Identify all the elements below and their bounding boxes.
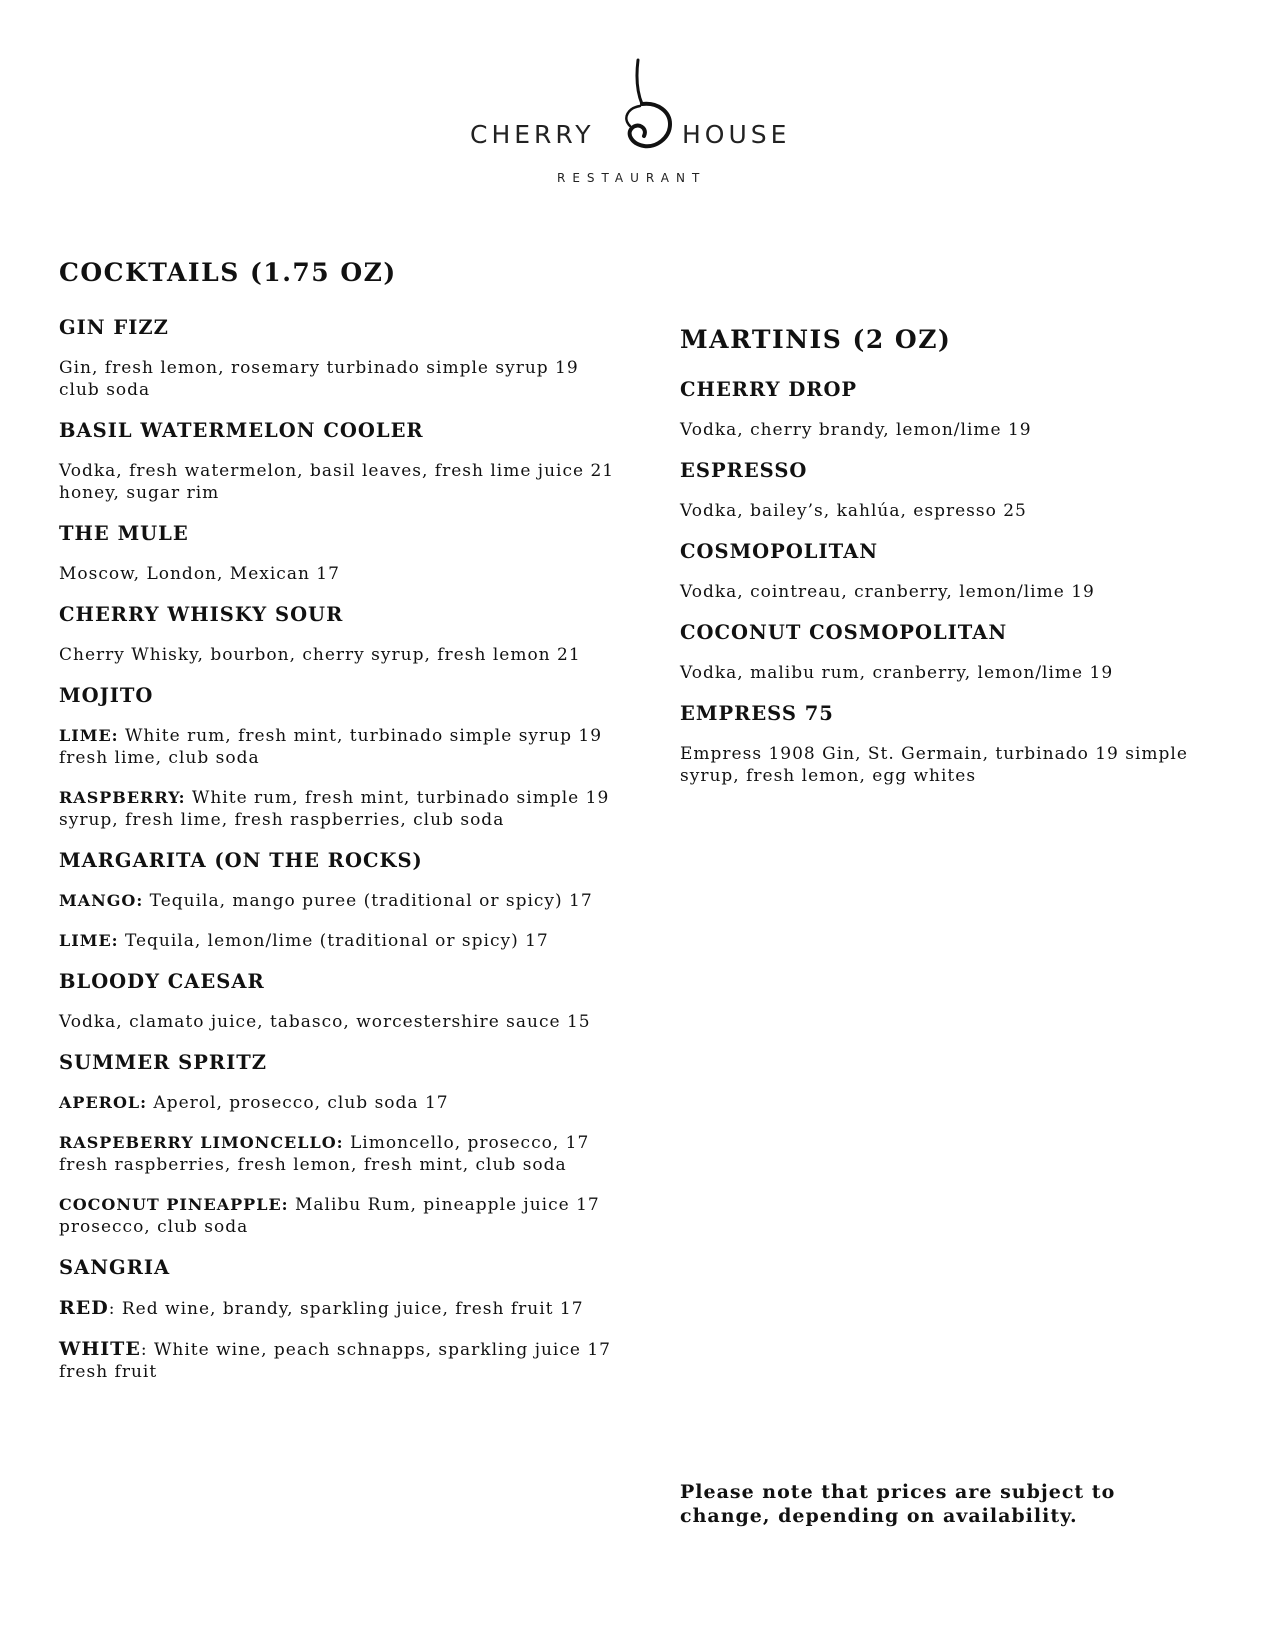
- drink-name: ESPRESSO: [680, 459, 808, 482]
- variant-label: COCONUT PINEAPPLE:: [59, 1195, 289, 1214]
- variant-label: RASPBERRY:: [59, 788, 186, 807]
- section-heading: MARTINIS (2 OZ): [680, 325, 952, 354]
- drink-variant: [59, 725, 619, 769]
- drink-variant: [59, 890, 619, 912]
- drink-variant: [59, 1338, 619, 1383]
- variant-description: Tequila, lemon/lime (traditional or spicy) 17: [118, 931, 549, 951]
- drink-description: Vodka, fresh watermelon, basil leaves, fresh lime juice 21 honey, sugar rim: [59, 461, 615, 503]
- variant-label: LIME:: [59, 726, 119, 745]
- drink-name: MOJITO: [59, 684, 154, 707]
- drink-name: BASIL WATERMELON COOLER: [59, 419, 424, 442]
- drink-variant: [59, 787, 619, 831]
- section-heading: COCKTAILS (1.75 OZ): [59, 258, 397, 287]
- variant-description: : White wine, peach schnapps, sparkling juice 17 fresh fruit: [59, 1340, 611, 1382]
- drink-variant: [59, 1092, 619, 1114]
- drink-name: COCONUT COSMOPOLITAN: [680, 621, 1008, 644]
- drink-name: CHERRY WHISKY SOUR: [59, 603, 344, 626]
- variant-description: Tequila, mango puree (traditional or spicy) 17: [143, 891, 593, 911]
- drink-name: BLOODY CAESAR: [59, 970, 265, 993]
- logo-subtitle: RESTAURANT: [557, 171, 707, 185]
- variant-label: LIME:: [59, 931, 119, 950]
- drink-description: Moscow, London, Mexican 17: [59, 564, 340, 584]
- drink-name: GIN FIZZ: [59, 316, 169, 339]
- variant-label: APEROL:: [59, 1093, 148, 1112]
- cherry-stem-icon: [610, 58, 680, 158]
- drink-description: Cherry Whisky, bourbon, cherry syrup, fresh lemon 21: [59, 645, 581, 665]
- cherry-house-logo: [470, 58, 800, 188]
- logo-word-cherry: CHERRY: [470, 120, 595, 149]
- price-note: Please note that prices are subject to change, depending on availability.: [680, 1481, 1116, 1527]
- drink-description: Gin, fresh lemon, rosemary turbinado simple syrup 19 club soda: [59, 358, 579, 400]
- drink-name: SUMMER SPRITZ: [59, 1051, 267, 1074]
- variant-label: MANGO:: [59, 891, 144, 910]
- drink-variant: [59, 1194, 619, 1238]
- variant-description: White rum, fresh mint, turbinado simple 19 syrup, fresh lime, fresh raspberries, club soda: [59, 788, 610, 830]
- drink-name: EMPRESS 75: [680, 702, 834, 725]
- drink-name: MARGARITA (ON THE ROCKS): [59, 849, 423, 872]
- drink-name: THE MULE: [59, 522, 189, 545]
- drink-name: CHERRY DROP: [680, 378, 858, 401]
- drink-name: COSMOPOLITAN: [680, 540, 879, 563]
- drink-description: Vodka, malibu rum, cranberry, lemon/lime 19: [680, 663, 1114, 683]
- variant-label: RASPEBERRY LIMONCELLO:: [59, 1133, 344, 1152]
- logo-word-house: HOUSE: [682, 120, 791, 149]
- drink-description: Vodka, bailey’s, kahlúa, espresso 25: [680, 501, 1027, 521]
- variant-description: Limoncello, prosecco, 17 fresh raspberries, fresh lemon, fresh mint, club soda: [59, 1133, 590, 1175]
- cocktails-section: [59, 258, 619, 1401]
- drink-description: Vodka, cherry brandy, lemon/lime 19: [680, 420, 1032, 440]
- martinis-section: [680, 325, 1200, 805]
- drink-name: SANGRIA: [59, 1256, 171, 1279]
- drink-variant: [59, 930, 619, 952]
- variant-description: Aperol, prosecco, club soda 17: [147, 1093, 449, 1113]
- variant-description: White rum, fresh mint, turbinado simple syrup 19 fresh lime, club soda: [59, 726, 603, 768]
- drink-variant: [59, 1297, 619, 1320]
- variant-description: Malibu Rum, pineapple juice 17 prosecco, club soda: [59, 1195, 600, 1237]
- drink-variant: [59, 1132, 619, 1176]
- variant-description: : Red wine, brandy, sparkling juice, fresh fruit 17: [108, 1299, 584, 1319]
- drink-description: Empress 1908 Gin, St. Germain, turbinado 19 simple syrup, fresh lemon, egg whites: [680, 744, 1188, 786]
- drink-description: Vodka, cointreau, cranberry, lemon/lime 19: [680, 582, 1095, 602]
- variant-label: RED: [59, 1297, 109, 1319]
- variant-label: WHITE: [59, 1338, 141, 1360]
- drink-description: Vodka, clamato juice, tabasco, worcestershire sauce 15: [59, 1012, 591, 1032]
